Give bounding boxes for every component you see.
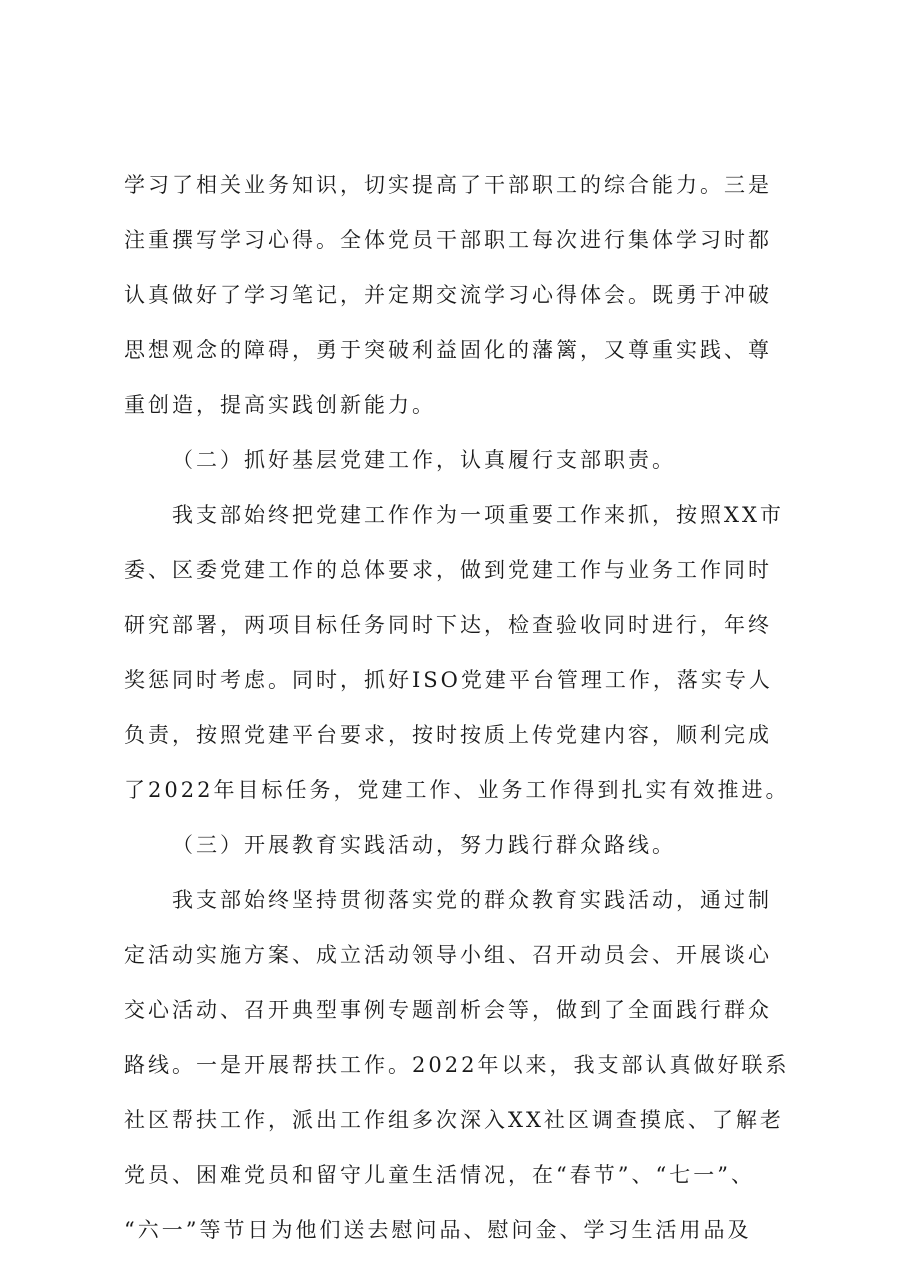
body-line: 认真做好了学习笔记，并定期交流学习心得体会。既勇于冲破 (124, 283, 772, 307)
body-line: 党员、困难党员和留守儿童生活情况，在“春节”、“七一”、 (124, 1163, 755, 1187)
body-line: 重创造，提高实践创新能力。 (124, 393, 436, 417)
body-line: 研究部署，两项目标任务同时下达，检查验收同时进行，年终 (124, 613, 772, 637)
document-body (124, 158, 796, 1258)
body-line: 注重撰写学习心得。全体党员干部职工每次进行集体学习时都 (124, 228, 772, 252)
section-heading-3: （三）开展教育实践活动，努力践行群众路线。 (172, 833, 676, 857)
body-line: “六一”等节日为他们送去慰问品、慰问金、学习生活用品及 (124, 1218, 752, 1242)
section-heading-2: （二）抓好基层党建工作，认真履行支部职责。 (172, 448, 676, 472)
body-line: 交心活动、召开典型事例专题剖析会等，做到了全面践行群众 (124, 998, 772, 1022)
body-line: 社区帮扶工作，派出工作组多次深入XX社区调查摸底、了解老 (124, 1108, 784, 1132)
body-line: 了2022年目标任务，党建工作、业务工作得到扎实有效推进。 (124, 778, 790, 802)
paragraph-first-line: 我支部始终把党建工作作为一项重要工作来抓，按照XX市 (172, 503, 784, 527)
body-line: 学习了相关业务知识，切实提高了干部职工的综合能力。三是 (124, 173, 772, 197)
body-line: 定活动实施方案、成立活动领导小组、召开动员会、开展谈心 (124, 943, 772, 967)
body-line: 奖惩同时考虑。同时，抓好ISO党建平台管理工作，落实专人 (124, 668, 773, 692)
paragraph-first-line: 我支部始终坚持贯彻落实党的群众教育实践活动，通过制 (172, 888, 772, 912)
body-line: 路线。一是开展帮扶工作。2022年以来，我支部认真做好联系 (124, 1053, 790, 1077)
body-line: 思想观念的障碍，勇于突破利益固化的藩篱，又尊重实践、尊 (124, 338, 772, 362)
body-line: 负责，按照党建平台要求，按时按质上传党建内容，顺利完成 (124, 723, 772, 747)
body-line: 委、区委党建工作的总体要求，做到党建工作与业务工作同时 (124, 558, 772, 582)
